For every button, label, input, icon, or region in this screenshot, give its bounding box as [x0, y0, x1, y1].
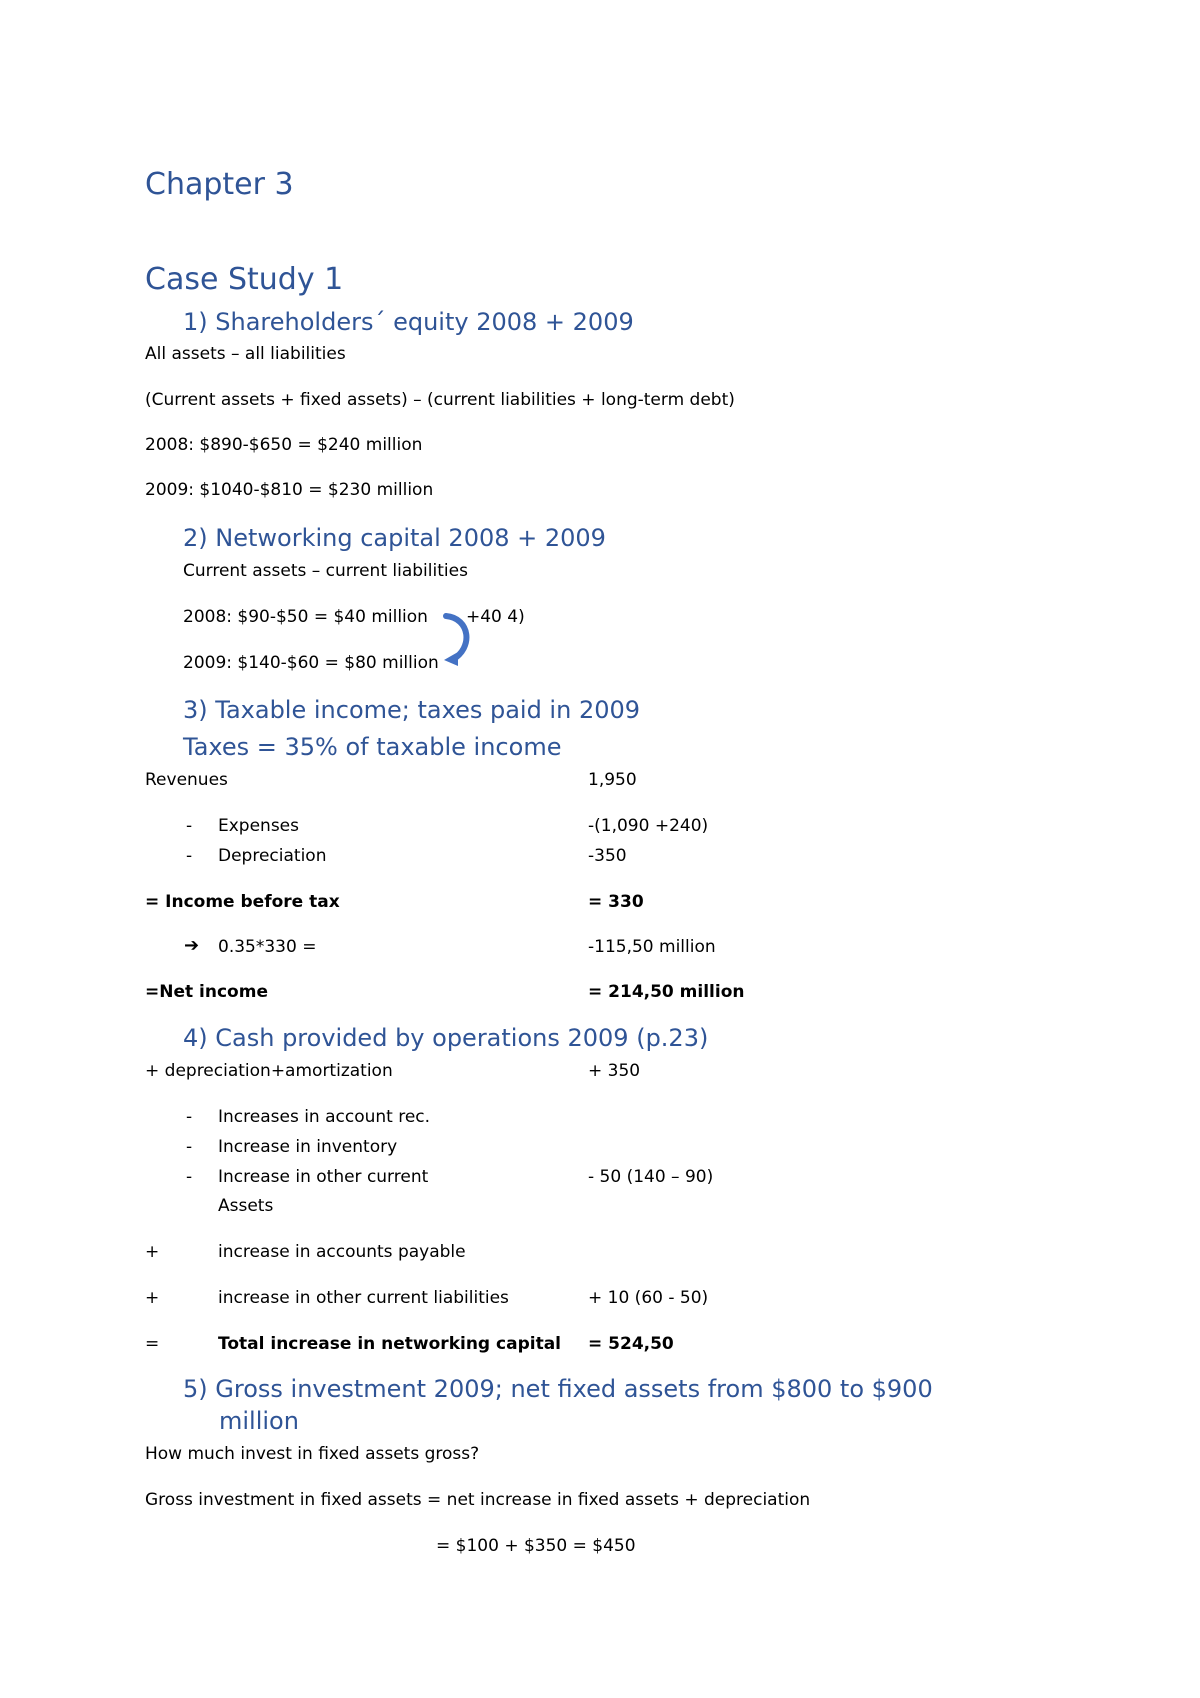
- case-study-title: Case Study 1: [145, 262, 344, 297]
- section-5-heading-cont: million: [219, 1407, 299, 1435]
- s4-marker-total: =: [145, 1334, 160, 1354]
- s4-marker-other-assets: -: [186, 1167, 193, 1187]
- s1-line-4: 2009: $1040-$810 = $230 million: [145, 480, 434, 500]
- section-1-heading: 1) Shareholders´ equity 2008 + 2009: [183, 308, 634, 336]
- s4-marker-account-rec: -: [186, 1107, 193, 1127]
- s1-line-2: (Current assets + fixed assets) – (current liabilities + long-term debt): [145, 390, 735, 410]
- s5-line-3: = $100 + $350 = $450: [436, 1536, 636, 1556]
- s4-label-total: Total increase in networking capital: [218, 1334, 561, 1354]
- s4-value-other-liabilities: + 10 (60 - 50): [588, 1288, 709, 1308]
- s3-label-tax: 0.35*330 =: [218, 937, 317, 957]
- s4-value-other-assets: - 50 (140 – 90): [588, 1167, 714, 1187]
- s3-value-net-income: = 214,50 million: [588, 982, 745, 1002]
- chapter-title: Chapter 3: [145, 167, 294, 202]
- section-3-subheading: Taxes = 35% of taxable income: [183, 733, 562, 761]
- s1-line-1: All assets – all liabilities: [145, 344, 346, 364]
- s3-label-net-income: =Net income: [145, 982, 268, 1002]
- s2-line-3: 2009: $140-$60 = $80 million: [183, 653, 439, 673]
- s4-marker-inventory: -: [186, 1137, 193, 1157]
- s3-value-expenses: -(1,090 +240): [588, 816, 709, 836]
- section-2-heading: 2) Networking capital 2008 + 2009: [183, 524, 606, 552]
- s4-label-other-liabilities: increase in other current liabilities: [218, 1288, 509, 1308]
- s3-marker-expenses: -: [186, 816, 193, 836]
- s4-value-total: = 524,50: [588, 1334, 674, 1354]
- s4-label-depreciation: + depreciation+amortization: [145, 1061, 393, 1081]
- s3-label-revenues: Revenues: [145, 770, 228, 790]
- s3-value-revenues: 1,950: [588, 770, 637, 790]
- section-3-heading: 3) Taxable income; taxes paid in 2009: [183, 696, 641, 724]
- section-5-heading: 5) Gross investment 2009; net fixed assets from $800 to $900: [183, 1375, 933, 1403]
- s2-line-1: Current assets – current liabilities: [183, 561, 468, 581]
- s4-marker-accounts-payable: +: [145, 1242, 160, 1262]
- s5-line-1: How much invest in fixed assets gross?: [145, 1444, 480, 1464]
- s5-line-2: Gross investment in fixed assets = net increase in fixed assets + depreciation: [145, 1490, 811, 1510]
- curved-arrow-icon: [440, 610, 480, 668]
- s3-value-depreciation: -350: [588, 846, 627, 866]
- s3-marker-depreciation: -: [186, 846, 193, 866]
- s4-label-assets-cont: Assets: [218, 1196, 274, 1216]
- s4-label-account-rec: Increases in account rec.: [218, 1107, 431, 1127]
- s4-value-depreciation: + 350: [588, 1061, 641, 1081]
- s3-label-income-before-tax: = Income before tax: [145, 892, 340, 912]
- s4-label-inventory: Increase in inventory: [218, 1137, 398, 1157]
- s2-note: +40 4): [466, 607, 525, 627]
- section-4-heading: 4) Cash provided by operations 2009 (p.23): [183, 1024, 709, 1052]
- s3-label-depreciation: Depreciation: [218, 846, 327, 866]
- s3-value-income-before-tax: = 330: [588, 892, 644, 912]
- s4-label-other-assets: Increase in other current: [218, 1167, 429, 1187]
- s2-line-2: 2008: $90-$50 = $40 million: [183, 607, 428, 627]
- s3-value-tax: -115,50 million: [588, 937, 716, 957]
- s4-marker-other-liabilities: +: [145, 1288, 160, 1308]
- right-arrow-icon: ➔: [184, 935, 200, 956]
- s4-label-accounts-payable: increase in accounts payable: [218, 1242, 466, 1262]
- s3-label-expenses: Expenses: [218, 816, 299, 836]
- s1-line-3: 2008: $890-$650 = $240 million: [145, 435, 423, 455]
